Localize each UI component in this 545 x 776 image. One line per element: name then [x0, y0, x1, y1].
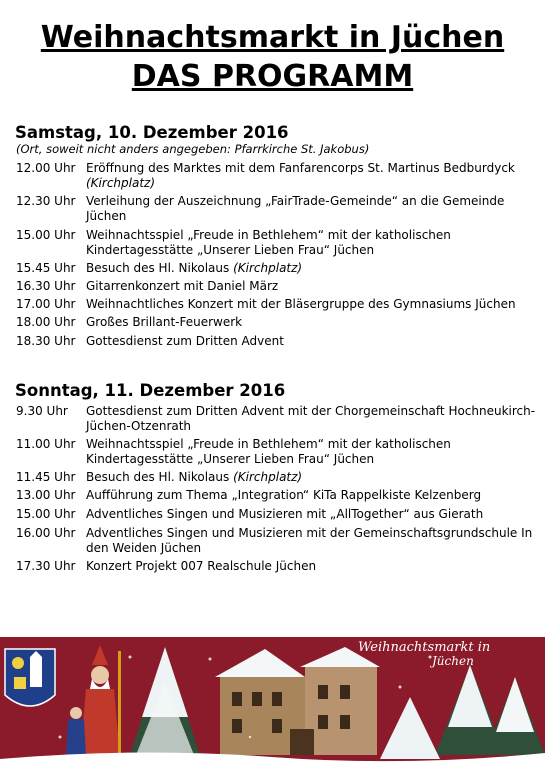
banner-illustration: [0, 637, 545, 776]
event-text: Besuch des Hl. Nikolaus (Kirchplatz): [86, 261, 303, 275]
event-place: (Kirchplatz): [233, 470, 303, 484]
event-time: 16.00 Uhr: [16, 526, 76, 540]
event-text: Weihnachtsspiel „Freude in Bethlehem“ mit der katholischen Kindertagesstätte „Unserer Lieben Frau“ Jüchen: [86, 228, 451, 257]
saturday-location-note: (Ort, soweit nicht anders angegeben: Pfarrkirche St. Jakobus): [16, 142, 370, 156]
event-time: 17.30 Uhr: [16, 559, 76, 573]
banner-title-line2: Jüchen: [432, 654, 474, 668]
event-text: Aufführung zum Thema „Integration“ KiTa Rappelkiste Kelzenberg: [86, 488, 482, 502]
event-text: Konzert Projekt 007 Realschule Jüchen: [86, 559, 317, 573]
event-time: 12.30 Uhr: [16, 194, 76, 208]
event-text: Weihnachtsspiel „Freude in Bethlehem“ mit der katholischen Kindertagesstätte „Unserer Lieben Frau“ Jüchen: [86, 437, 451, 466]
event-time: 16.30 Uhr: [16, 279, 76, 293]
event-time: 17.00 Uhr: [16, 297, 76, 311]
banner-title-line1: Weihnachtsmarkt in: [358, 640, 491, 655]
event-time: 15.00 Uhr: [16, 228, 76, 242]
event-text: Verleihung der Auszeichnung „FairTrade-Gemeinde“ an die Gemeinde Jüchen: [86, 194, 505, 223]
event-time: 9.30 Uhr: [16, 404, 68, 418]
event-time: 13.00 Uhr: [16, 488, 76, 502]
event-time: 18.00 Uhr: [16, 315, 76, 329]
event-time: 15.00 Uhr: [16, 507, 76, 521]
event-text: Eröffnung des Marktes mit dem Fanfarencorps St. Martinus Bedburdyck (Kirchplatz): [86, 161, 515, 190]
event-text: Adventliches Singen und Musizieren mit der Gemeinschaftsgrundschule In den Weiden Jüchen: [86, 526, 533, 555]
event-text: Adventliches Singen und Musizieren mit „AllTogether“ aus Gierath: [86, 507, 484, 521]
event-text: Gitarrenkonzert mit Daniel März: [86, 279, 279, 293]
event-text: Gottesdienst zum Dritten Advent: [86, 334, 284, 348]
event-place: (Kirchplatz): [86, 176, 156, 190]
saturday-heading: Samstag, 10. Dezember 2016: [15, 123, 289, 142]
event-text: Besuch des Hl. Nikolaus (Kirchplatz): [86, 470, 303, 484]
coat-of-arms-icon: [5, 649, 55, 706]
event-text: Gottesdienst zum Dritten Advent mit der Chorgemeinschaft Hochneukirch-Jüchen-Otzenrath: [86, 404, 536, 433]
event-time: 11.00 Uhr: [16, 437, 76, 451]
christmas-market-banner: [0, 637, 545, 776]
event-time: 12.00 Uhr: [16, 161, 76, 175]
event-time: 11.45 Uhr: [16, 470, 76, 484]
event-text: Großes Brillant-Feuerwerk: [86, 315, 243, 329]
event-time: 18.30 Uhr: [16, 334, 76, 348]
document-subtitle: DAS PROGRAMM: [131, 59, 414, 94]
document-title: Weihnachtsmarkt in Jüchen: [40, 20, 505, 55]
sunday-heading: Sonntag, 11. Dezember 2016: [15, 381, 286, 400]
event-text: Weihnachtliches Konzert mit der Bläsergruppe des Gymnasiums Jüchen: [86, 297, 516, 311]
event-time: 15.45 Uhr: [16, 261, 76, 275]
event-place: (Kirchplatz): [233, 261, 303, 275]
